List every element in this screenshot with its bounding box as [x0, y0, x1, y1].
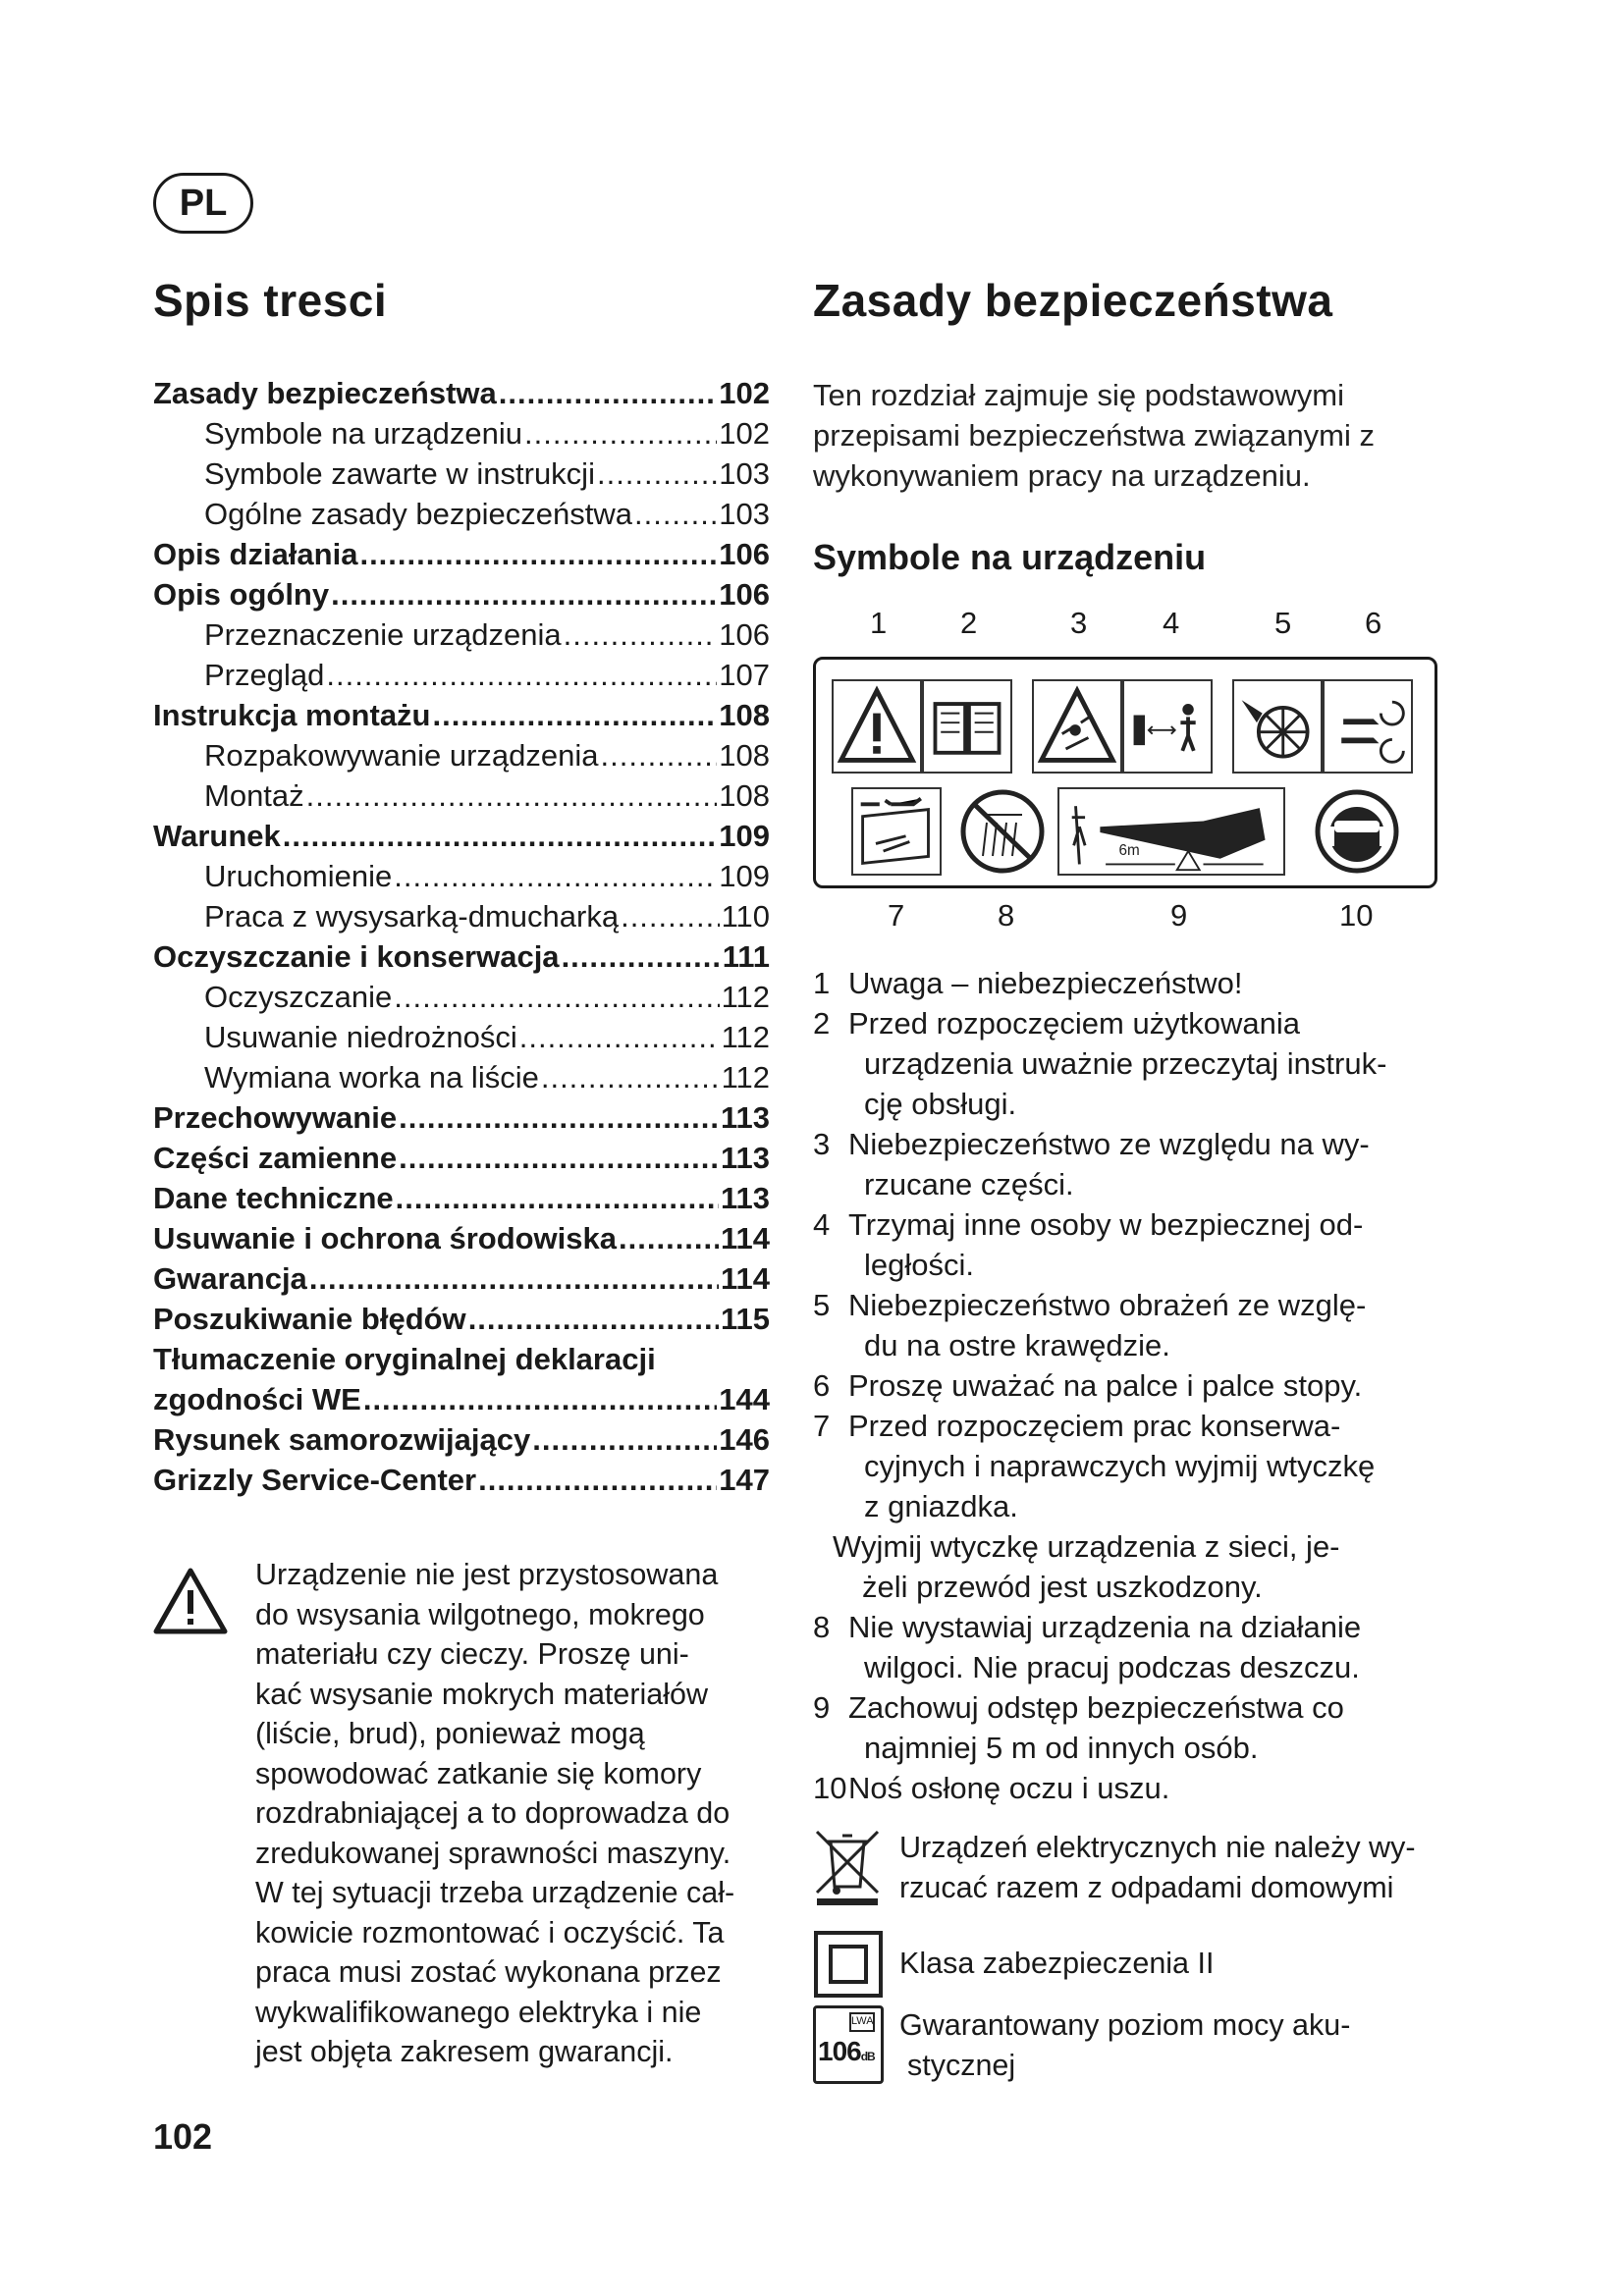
toc-entry-label: Rozpakowywanie urządzenia	[204, 738, 599, 773]
toc-entry[interactable]	[153, 413, 770, 454]
item-text-line: wilgoci. Nie pracuj podczas deszczu.	[864, 1650, 1360, 1684]
toc-entry[interactable]	[153, 1138, 770, 1178]
item-text	[848, 1607, 1441, 1687]
toc-entry-label: Przeznaczenie urządzenia	[204, 617, 562, 652]
item-text-line: Trzymaj inne osoby w bezpiecznej od-	[848, 1207, 1364, 1242]
item-text-line: ległości.	[864, 1248, 974, 1282]
sign-text-line: Gwarantowany poziom mocy aku-	[899, 2008, 1351, 2042]
toc-entry[interactable]	[153, 816, 770, 856]
item-number: 9	[813, 1690, 831, 1725]
item-text-line: Noś osłonę oczu i uszu.	[848, 1771, 1170, 1805]
toc-entry-page: 113	[720, 1141, 770, 1175]
toc-leader	[468, 1299, 719, 1339]
toc-entry-label: Części zamienne	[153, 1141, 398, 1175]
toc-leader	[399, 1097, 719, 1138]
item-number: 7	[813, 1409, 831, 1443]
toc-entry-page: 106	[719, 617, 770, 652]
symbol-explanation-item	[813, 1204, 1441, 1285]
toc-leader	[306, 775, 718, 816]
ear-eye-protection-symbol	[1305, 787, 1409, 876]
symbol-number: 5	[1274, 606, 1292, 640]
toc-entry-label: Symbole zawarte w instrukcji	[204, 456, 595, 491]
item-number: 2	[813, 1006, 831, 1041]
device-symbols-decal	[813, 657, 1437, 888]
intro-line: Ten rozdział zajmuje się podstawowymi	[813, 378, 1345, 412]
symbol-number: 7	[888, 898, 905, 933]
unplug-before-maintenance-symbol	[851, 787, 942, 876]
symbol-explanation-item	[813, 1003, 1441, 1124]
symbol-number: 10	[1339, 898, 1374, 933]
sign-text-line: stycznej	[907, 2049, 1016, 2082]
toc-leader	[621, 896, 720, 936]
safety-column	[813, 265, 1441, 2086]
item-number: 8	[813, 1610, 831, 1644]
safety-distance-symbol	[1057, 787, 1285, 876]
toc-leader	[564, 614, 718, 655]
warning-text-line: Urządzenie nie jest przystosowana	[255, 1558, 719, 1591]
toc-leader	[283, 816, 717, 856]
toc-leader	[619, 1218, 719, 1258]
toc-entry-page: 103	[719, 456, 770, 491]
toc-entry-label: Usuwanie niedrożności	[204, 1020, 517, 1054]
toc-leader	[394, 977, 719, 1017]
toc-leader	[499, 373, 718, 413]
toc-entry-label: Uruchomienie	[204, 859, 393, 893]
table-of-contents	[153, 373, 770, 1500]
toc-leader	[326, 655, 717, 695]
symbol-explanation-item	[813, 963, 1441, 1003]
warning-text-line: kać wsysanie mokrych materiałów	[255, 1677, 709, 1711]
toc-entry-label: Oczyszczanie i konserwacja	[153, 939, 560, 974]
item-text-line: Niebezpieczeństwo obrażeń ze wzglę-	[848, 1288, 1367, 1322]
no-rain-icon	[957, 787, 1048, 876]
item-text-line: rzucane części.	[864, 1167, 1074, 1201]
toc-entry[interactable]	[153, 896, 770, 936]
symbol-numbers-top	[813, 606, 1441, 649]
toc-leader	[532, 1419, 717, 1460]
toc-entry-label: Gwarancja	[153, 1261, 307, 1296]
warning-text-line: do wsysania wilgotnego, mokrego	[255, 1597, 705, 1631]
toc-leader	[541, 1057, 720, 1097]
safety-intro	[813, 375, 1441, 496]
item-text	[848, 1003, 1441, 1124]
toc-entry-page: 108	[719, 778, 770, 813]
sound-level-unit: dB	[860, 2050, 875, 2063]
toc-entry-page: 146	[719, 1422, 770, 1457]
safety-title: Zasady bezpieczeństwa	[813, 275, 1333, 326]
toc-entry[interactable]	[153, 735, 770, 775]
toc-entry-label: Wymiana worka na liście	[204, 1060, 539, 1095]
symbol-explanation-item	[813, 1406, 1441, 1526]
toc-entry-label: Usuwanie i ochrona środowiska	[153, 1221, 618, 1255]
toc-column	[153, 265, 770, 2072]
toc-entry[interactable]	[153, 1379, 770, 1419]
toc-entry-page: 102	[719, 416, 770, 451]
no-rain-symbol	[957, 787, 1048, 876]
toc-entry-label: Opis ogólny	[153, 577, 330, 612]
item-text-line: Nie wystawiaj urządzenia na działanie	[848, 1610, 1362, 1644]
toc-entry-page: 109	[719, 819, 770, 853]
book-icon	[924, 681, 1010, 772]
toc-entry[interactable]	[153, 614, 770, 655]
toc-entry-label: Grizzly Service-Center	[153, 1463, 477, 1497]
item-text-line: cyjnych i naprawczych wyjmij wtyczkę	[864, 1449, 1376, 1483]
item-text	[848, 1768, 1441, 1808]
toc-entry-page: 108	[719, 698, 770, 732]
toc-leader	[396, 1178, 719, 1218]
toc-entry-label: Oczyszczanie	[204, 980, 393, 1014]
toc-entry-page: 112	[721, 1060, 770, 1095]
item-number: 10	[813, 1771, 847, 1805]
symbol-number: 2	[960, 606, 978, 640]
toc-entry-page: 102	[719, 376, 770, 410]
toc-entry[interactable]	[153, 373, 770, 413]
symbol-explanation-item	[813, 1365, 1441, 1406]
symbol-explanation-item	[813, 1607, 1441, 1687]
sound-power-icon	[813, 2005, 884, 2084]
symbol-number: 9	[1170, 898, 1188, 933]
toc-entry-page: 111	[722, 939, 770, 974]
toc-entry[interactable]	[153, 1218, 770, 1258]
toc-entry-label: Przechowywanie	[153, 1100, 398, 1135]
item-text	[848, 1406, 1441, 1526]
weee-sign	[813, 1828, 1441, 1908]
toc-entry[interactable]	[153, 1258, 770, 1299]
toc-entry-line[interactable]: Tłumaczenie oryginalnej deklaracji	[153, 1342, 656, 1376]
toc-entry[interactable]	[153, 775, 770, 816]
extra-note-line: Wyjmij wtyczkę urządzenia z sieci, je-	[833, 1529, 1340, 1564]
toc-entry-page: 107	[719, 658, 770, 692]
item-number: 6	[813, 1368, 831, 1403]
toc-leader	[562, 936, 721, 977]
toc-entry-label: Opis działania	[153, 537, 358, 571]
item-text-line: Niebezpieczeństwo ze względu na wy-	[848, 1127, 1370, 1161]
sign-text-line: Klasa zabezpieczenia II	[899, 1947, 1215, 1980]
item-text-line: cję obsługi.	[864, 1087, 1017, 1121]
thrown-objects-symbol	[1032, 679, 1122, 774]
warning-text-line: kowicie rozmontować i oczyścić. Ta	[255, 1915, 725, 1949]
toc-entry[interactable]	[153, 494, 770, 534]
toc-entry-label: Warunek	[153, 819, 281, 853]
toc-entry[interactable]	[153, 936, 770, 977]
item-text	[848, 1365, 1441, 1406]
toc-leader	[597, 454, 717, 494]
language-badge: PL	[153, 173, 253, 234]
item-number: 3	[813, 1127, 831, 1161]
read-manual-symbol	[922, 679, 1012, 774]
toc-entry[interactable]	[153, 1017, 770, 1057]
symbol-explanation-item	[813, 1768, 1441, 1808]
item-text	[848, 1124, 1441, 1204]
toc-entry-page: 106	[719, 537, 770, 571]
toc-entry[interactable]	[153, 1419, 770, 1460]
toc-entry-label: Ogólne zasady bezpieczeństwa	[204, 497, 632, 531]
item-text-line: Zachowuj odstęp bezpieczeństwa co	[848, 1690, 1344, 1725]
toc-leader	[359, 534, 717, 574]
toc-entry[interactable]	[153, 977, 770, 1017]
symbol-explanations	[813, 963, 1441, 1808]
symbol-number: 6	[1365, 606, 1382, 640]
sharp-blades-symbol	[1232, 679, 1323, 774]
toc-entry-page: 112	[721, 980, 770, 1014]
toc-title: Spis tresci	[153, 275, 388, 326]
item-number: 4	[813, 1207, 831, 1242]
warning-text-line: rozdrabniającej a to doprowadza do	[255, 1796, 731, 1830]
item-text-line: Przed rozpoczęciem użytkowania	[848, 1006, 1301, 1041]
warning-text-line: materiału czy cieczy. Proszę uni-	[255, 1637, 689, 1671]
item-number: 5	[813, 1288, 831, 1322]
item-text	[848, 1204, 1441, 1285]
item-text	[848, 1285, 1441, 1365]
symbol-explanation-item	[813, 1285, 1441, 1365]
warning-symbol	[832, 679, 922, 774]
toc-entry-page: 113	[720, 1181, 770, 1215]
toc-entry-page: 110	[721, 899, 770, 934]
item-text-line: Uwaga – niebezpieczeństwo!	[848, 966, 1243, 1000]
toc-entry[interactable]	[153, 454, 770, 494]
warning-text-line: zredukowanej sprawności maszyny.	[255, 1836, 731, 1870]
plug-manual-icon	[853, 789, 940, 874]
person-distance-icon	[1124, 681, 1211, 772]
item-text-line: urządzenia uważnie przeczytaj instruk-	[864, 1046, 1387, 1081]
symbol-explanation-item	[813, 1687, 1441, 1768]
symbols-title: Symbole na urządzeniu	[813, 537, 1207, 577]
symbol-numbers-bottom	[813, 898, 1441, 941]
toc-leader	[478, 1460, 717, 1500]
warning-text-line: praca musi zostać wykonana przez	[255, 1955, 722, 1989]
keep-distance-symbol	[1122, 679, 1213, 774]
item-text-line: z gniazdka.	[864, 1489, 1018, 1523]
item-text	[848, 1687, 1441, 1768]
toc-entry-label: Symbole na urządzeniu	[204, 416, 522, 451]
warning-text-line: (liście, brud), ponieważ mogą	[255, 1717, 645, 1750]
toc-entry-page: 109	[719, 859, 770, 893]
toc-entry-page: 108	[719, 738, 770, 773]
toc-entry[interactable]	[153, 1299, 770, 1339]
extra-note-line: żeli przewód jest uszkodzony.	[862, 1570, 1263, 1604]
sound-level-label: LWA	[849, 2012, 875, 2032]
toc-leader	[394, 856, 717, 896]
class-ii-icon	[813, 1930, 884, 1999]
toc-entry[interactable]	[153, 695, 770, 735]
toc-entry-label: Instrukcja montażu	[153, 698, 431, 732]
sign-text-line: Urządzeń elektrycznych nie należy wy-	[899, 1831, 1416, 1864]
toc-entry-label: Poszukiwanie błędów	[153, 1302, 466, 1336]
warning-text-line: wykwalifikowanego elektryka i nie	[255, 1995, 702, 2029]
toc-entry[interactable]	[153, 856, 770, 896]
intro-line: wykonywaniem pracy na urządzeniu.	[813, 458, 1311, 493]
toc-entry-label: Praca z wysysarką-dmucharką	[204, 899, 620, 934]
warning-text-line: jest objęta zakresem gwarancji.	[255, 2035, 674, 2068]
warning-triangle-icon	[153, 1567, 228, 1635]
decal-distance-label: 6m	[1118, 841, 1140, 859]
sound-level-value: 106	[818, 2036, 861, 2066]
warning-note	[153, 1555, 770, 2072]
toc-entry-label: zgodności WE	[153, 1382, 361, 1416]
intro-line: przepisami bezpieczeństwa związanymi z	[813, 418, 1376, 453]
toc-entry-page: 147	[719, 1463, 770, 1497]
fingers-toes-symbol	[1323, 679, 1413, 774]
symbol-number: 4	[1163, 606, 1180, 640]
page-number: 102	[153, 2116, 213, 2157]
toc-entry[interactable]	[153, 655, 770, 695]
toc-leader	[363, 1379, 717, 1419]
toc-entry-page: 112	[721, 1020, 770, 1054]
warning-text-line: W tej sytuacji trzeba urządzenie cał-	[255, 1876, 735, 1909]
toc-leader	[634, 494, 717, 534]
warning-text-line: spowodować zatkanie się komory	[255, 1756, 702, 1790]
toc-entry-page: 106	[719, 577, 770, 612]
toc-entry[interactable]	[153, 1460, 770, 1500]
symbol-number: 8	[998, 898, 1015, 933]
item-text-line: najmniej 5 m od innych osób.	[864, 1731, 1259, 1765]
symbol-number: 3	[1070, 606, 1088, 640]
toc-entry[interactable]	[153, 534, 770, 574]
warning-triangle-icon	[834, 681, 920, 772]
toc-leader	[433, 695, 718, 735]
toc-entry-label: Przegląd	[204, 658, 325, 692]
flying-debris-icon	[1034, 681, 1120, 772]
toc-entry-label: Dane techniczne	[153, 1181, 394, 1215]
symbol-number: 1	[870, 606, 888, 640]
item-text-line: Proszę uważać na palce i palce stopy.	[848, 1368, 1363, 1403]
toc-entry[interactable]	[153, 1178, 770, 1218]
toc-entry[interactable]	[153, 574, 770, 614]
item-text-line: du na ostre krawędzie.	[864, 1328, 1170, 1362]
toc-leader	[601, 735, 718, 775]
toc-entry[interactable]	[153, 1057, 770, 1097]
toc-entry-page: 103	[719, 497, 770, 531]
toc-entry-page: 114	[720, 1261, 770, 1296]
safety-distance-icon	[1059, 789, 1283, 874]
impeller-hand-icon	[1234, 681, 1321, 772]
item-text-line: Przed rozpoczęciem prac konserwa-	[848, 1409, 1341, 1443]
toc-entry-label: Rysunek samorozwijający	[153, 1422, 531, 1457]
toc-entry-page: 113	[720, 1100, 770, 1135]
class-ii-sign	[813, 1930, 1441, 1984]
toc-entry-label: Zasady bezpieczeństwa	[153, 376, 497, 410]
item-text	[848, 963, 1441, 1003]
toc-leader	[309, 1258, 719, 1299]
toc-entry-page: 144	[719, 1382, 770, 1416]
sign-text-line: rzucać razem z odpadami domowymi	[899, 1871, 1394, 1904]
symbol-explanation-item	[813, 1124, 1441, 1204]
toc-entry-page: 115	[720, 1302, 770, 1336]
toc-entry-page: 114	[720, 1221, 770, 1255]
item-number: 1	[813, 966, 831, 1000]
hand-foot-rotation-icon	[1325, 681, 1411, 772]
toc-entry-label: Montaż	[204, 778, 304, 813]
toc-entry[interactable]	[153, 1097, 770, 1138]
face-protection-icon	[1305, 787, 1409, 876]
toc-leader	[524, 413, 717, 454]
toc-leader	[331, 574, 717, 614]
weee-bin-icon	[813, 1828, 884, 1906]
sound-power-sign	[813, 2005, 1441, 2086]
toc-leader	[519, 1017, 720, 1057]
toc-leader	[399, 1138, 719, 1178]
